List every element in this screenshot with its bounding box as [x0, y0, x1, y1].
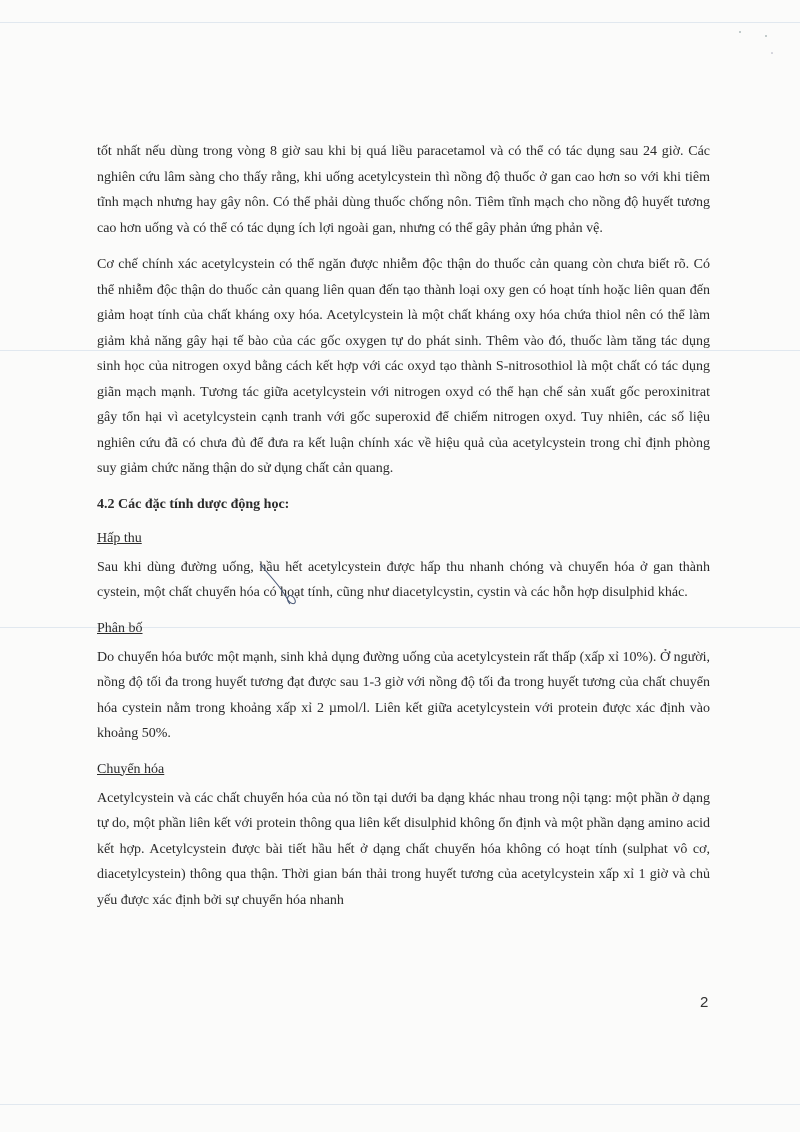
document-body — [97, 139, 710, 924]
paragraph-mechanism: Cơ chế chính xác acetylcystein có thể ngăn được nhiễm độc thận do thuốc cản quang còn chưa biết rõ. Có thể nhiễm độc thận do thuốc cản quang liên quan đến tạo thành loại oxy gen có hoạt tính hoặc liên quan đến giảm hoạt tính của chất kháng oxy hóa. Acetylcystein là một chất kháng oxy hóa chứa thiol nên có thể làm giảm khả năng gây hại tế bào của các gốc oxygen tự do phát sinh. Thêm vào đó, thuốc làm tăng tác dụng sinh học của nitrogen oxyd bằng cách kết hợp với các oxyd tạo thành S-nitrosothiol là một chất có tác dụng giãn mạch mạnh. Tương tác giữa acetylcystein với nitrogen oxyd có thể hạn chế sản xuất gốc peroxinitrat gây tổn hại vì acetylcystein cạnh tranh với gốc superoxid để chiếm nitrogen oxyd. Tuy nhiên, các số liệu nghiên cứu đã có chưa đủ để đưa ra kết luận chính xác về hiệu quả của acetylcystein trong chỉ định phòng suy giảm chức năng thận do sử dụng chất cản quang. — [97, 257, 710, 476]
subheading-absorption: Hấp thu — [97, 530, 142, 546]
scan-artifact-line — [0, 22, 800, 23]
page-number: 2 — [700, 994, 709, 1011]
paragraph-absorption: Sau khi dùng đường uống, hầu hết acetylcystein được hấp thu nhanh chóng và chuyển hóa ở gan thành cystein, một chất chuyển hóa có hoạt tính, cũng như diacetylcystin, cystin và các hỗn hợp disulphid khác. — [97, 559, 710, 600]
scan-speck-marks — [730, 20, 780, 60]
paragraph-intro-overdose: tốt nhất nếu dùng trong vòng 8 giờ sau khi bị quá liều paracetamol và có thể có tác dụng sau 24 giờ. Các nghiên cứu lâm sàng cho thấy rằng, khi uống acetylcystein thì nồng độ thuốc ở gan cao hơn so với khi tiêm tĩnh mạch nhưng hay gây nôn. Có thể phải dùng thuốc chống nôn. Tiêm tĩnh mạch cho nồng độ huyết tương cao hơn uống và có thể có tác dụng ích lợi ngoài gan, nhưng có thể gây phản ứng phản vệ. — [97, 144, 710, 236]
section-heading-pharmacokinetics: 4.2 Các đặc tính dược động học: — [97, 496, 290, 512]
subheading-metabolism: Chuyển hóa — [97, 761, 165, 777]
subheading-distribution: Phân bố — [97, 620, 143, 636]
paragraph-distribution: Do chuyển hóa bước một mạnh, sinh khả dụng đường uống của acetylcystein rất thấp (xấp xỉ 10%). Ở người, nồng độ tối đa trong huyết tương đạt được sau 1-3 giờ với nồng độ tối đa trong huyết tương của chất chuyển hóa cystein nằm trong khoảng xấp xỉ 2 µmol/l. Liên kết giữa acetylcystein với protein được xác định vào khoảng 50%. — [97, 649, 710, 741]
pen-annotation-mark — [258, 562, 318, 642]
scan-artifact-line — [0, 1104, 800, 1105]
paragraph-metabolism: Acetylcystein và các chất chuyển hóa của nó tồn tại dưới ba dạng khác nhau trong nội tạng: một phần ở dạng tự do, một phần liên kết với protein thông qua liên kết disulphid không ổn định và một phần dạng amino acid kết hợp. Acetylcystein được bài tiết hầu hết ở dạng chất chuyển hóa không có hoạt tính (sulphat vô cơ, diacetylcystein) thông qua thận. Thời gian bán thải trong huyết tương của acetylcystein xấp xỉ 1 giờ và chủ yếu được xác định bởi sự chuyển hóa nhanh — [97, 790, 710, 908]
